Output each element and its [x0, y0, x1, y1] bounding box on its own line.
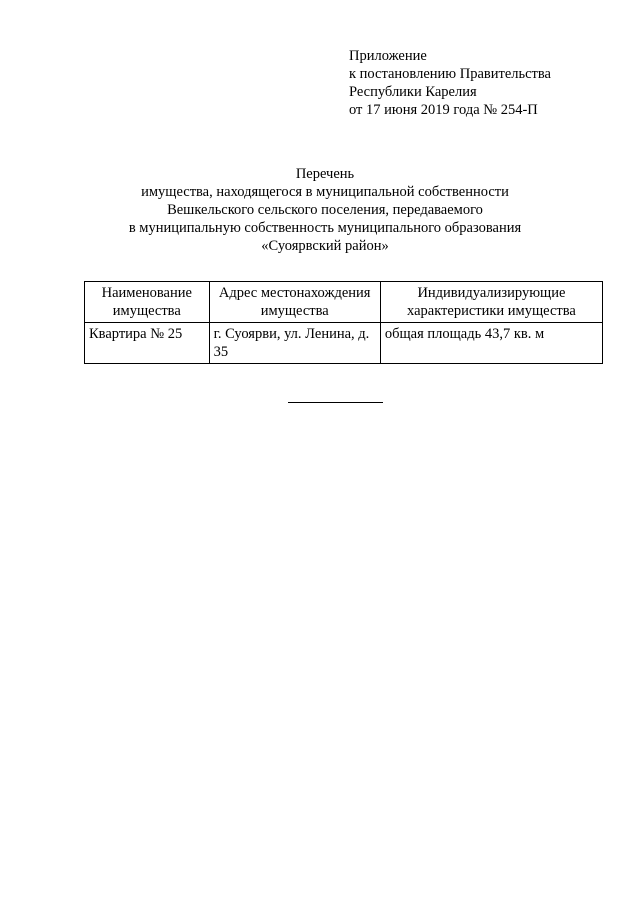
title-line: Вешкельского сельского поселения, передаваемого — [167, 202, 483, 218]
document-title — [60, 165, 590, 255]
header-characteristics: Индивидуализирующие характеристики имущества — [380, 282, 602, 323]
title-line: «Суоярвский район» — [261, 238, 389, 254]
table-header-row — [85, 282, 603, 323]
property-table — [84, 281, 603, 364]
title-line: имущества, находящегося в муниципальной собственности — [141, 184, 509, 200]
header-name: Наименование имущества — [85, 282, 210, 323]
appendix-line: к постановлению Правительства — [349, 66, 551, 82]
end-divider — [288, 402, 383, 403]
header-address: Адрес местонахождения имущества — [209, 282, 380, 323]
appendix-line: Республики Карелия — [349, 84, 477, 100]
appendix-line: Приложение — [349, 48, 427, 64]
appendix-header — [349, 47, 609, 119]
cell-name: Квартира № 25 — [85, 323, 210, 364]
title-line: в муниципальную собственность муниципального образования — [128, 220, 522, 236]
title-line: Перечень — [295, 166, 355, 182]
cell-characteristics: общая площадь 43,7 кв. м — [380, 323, 602, 364]
table-row — [85, 323, 603, 364]
appendix-line: от 17 июня 2019 года № 254-П — [349, 102, 538, 118]
cell-address: г. Суоярви, ул. Ленина, д. 35 — [209, 323, 380, 364]
